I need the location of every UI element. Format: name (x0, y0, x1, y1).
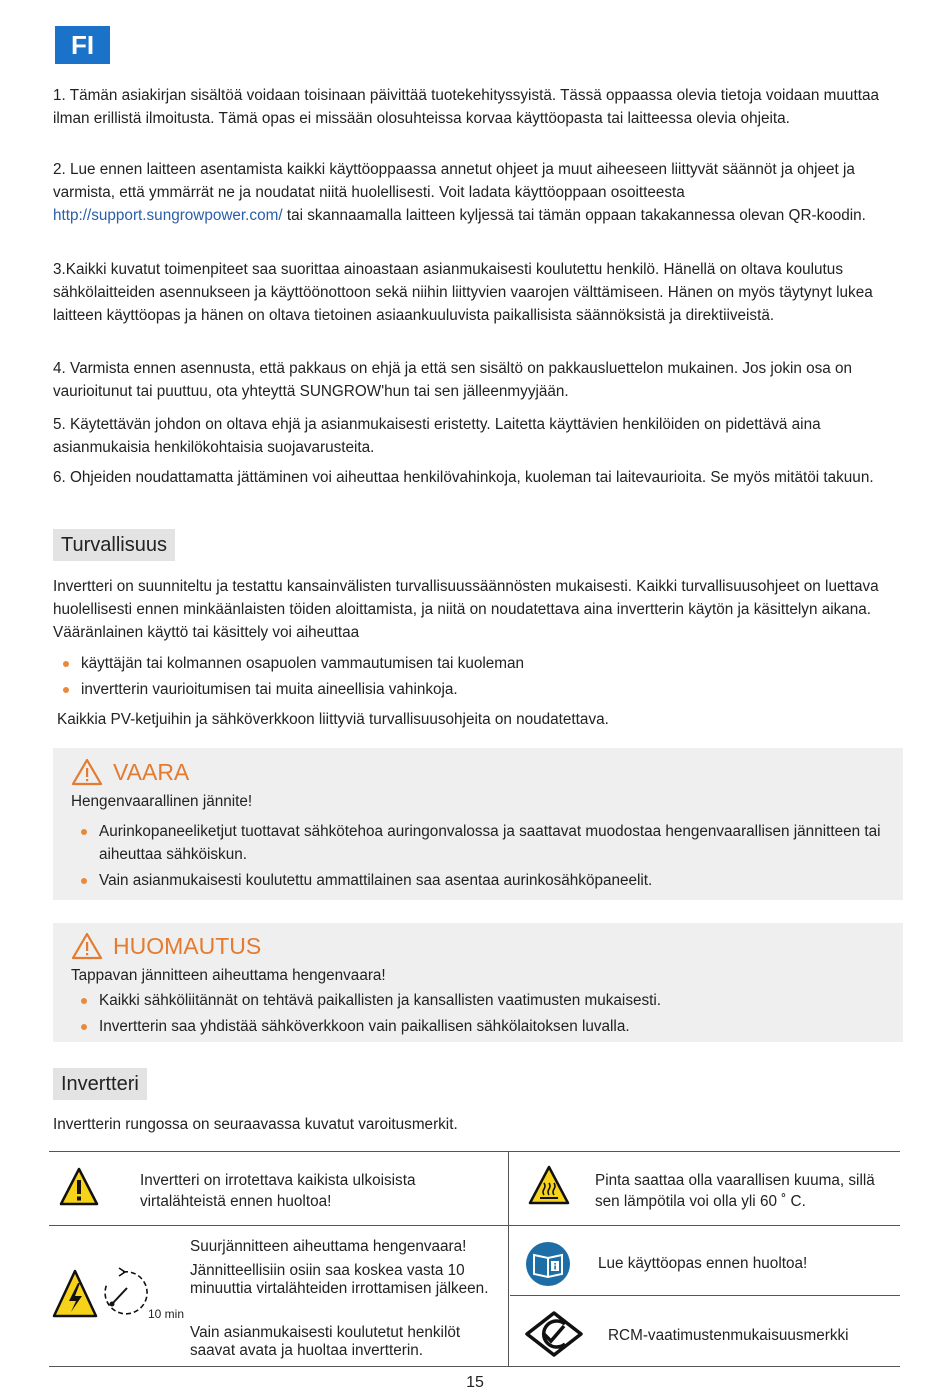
intro-paragraph-2: 2. Lue ennen laitteen asentamista kaikki käyttöoppaassa annetut ohjeet ja muut aiheeseen liittyvät säännöt ja ohjeet ja varmista, että ymmärrät ne ja noudatat niitä huolellisesti. Voit ladata käyttöoppaan osoitteesta http://support.sungrowpower.com/ tai skannaamalla laitteen kyljessä tai tämän oppaan takakannessa olevan QR-koodin. (53, 161, 866, 224)
danger-bullet-list (71, 820, 891, 895)
table-cell: Pinta saattaa olla vaarallisen kuuma, sillä sen lämpötila voi olla yli 60 ˚ C. (595, 1172, 875, 1210)
danger-subtitle: Hengenvaarallinen jännite! (71, 793, 253, 810)
support-link[interactable]: http://support.sungrowpower.com/ (53, 207, 283, 224)
notice-title-text: HUOMAUTUS (113, 932, 262, 959)
danger-title-text: VAARA (113, 758, 190, 785)
page-number: 15 (466, 1374, 484, 1391)
table-cell: Jännitteellisiin osiin saa koskea vasta 10 minuuttia virtalähteiden irrottamisen jälkeen. (190, 1262, 489, 1297)
table-cell: Invertteri on irrotettava kaikista ulkoisista virtalähteistä ennen huoltoa! (140, 1172, 416, 1210)
table-divider (49, 1225, 900, 1226)
table-cell: Suurjännitteen aiheuttama hengenvaara! (190, 1238, 467, 1255)
notice-box (53, 923, 903, 1042)
read-manual-icon (525, 1241, 571, 1287)
intro-paragraph-6: 6. Ohjeiden noudattamatta jättäminen voi aiheuttaa henkilövahinkoja, kuoleman tai laitevaurioita. Se myös mitätöi takuun. (53, 469, 874, 486)
table-border-bottom (49, 1366, 900, 1367)
list-item: Aurinkopaneeliketjut tuottavat sähkötehoa auringonvalossa ja saattavat muodostaa hengenvaarallisen jännitteen tai aiheuttaa sähköiskun. (71, 820, 891, 866)
hot-surface-icon (527, 1164, 571, 1208)
safety-closing: Kaikkia PV-ketjuihin ja sähköverkkoon liittyviä turvallisuusohjeita on noudatettava. (57, 711, 609, 728)
list-item: käyttäjän tai kolmannen osapuolen vammautumisen tai kuoleman (53, 652, 903, 675)
warning-icon (71, 758, 103, 786)
language-badge: FI (55, 26, 110, 64)
intro-paragraph-3: 3.Kaikki kuvatut toimenpiteet saa suorittaa ainoastaan asianmukaisesti koulutettu henkilö. Hänellä on oltava koulutus sähkölaitteiden asennukseen ja käyttöönottoon sekä niihin liittyvien vaarojen välttämiseen. Hänen on myös täytynyt lukea laitteen käyttöopas ja hänen on oltava tietoinen asiaankuuluvista paikallisista säännöksistä ja direktiiveistä. (53, 261, 873, 324)
intro-paragraph-1: 1. Tämän asiakirjan sisältöä voidaan toisinaan päivittää tuotekehityssyistä. Tässä oppaassa olevia tietoja voidaan muuttaa ilman erillistä ilmoitusta. Tämä opas ei missään olosuhteissa korvaa käyttöopasta tai laitteessa olevia ohjeita. (53, 87, 879, 127)
safety-bullet-list (53, 652, 903, 704)
table-cell: RCM-vaatimustenmukaisuusmerkki (608, 1327, 849, 1344)
intro-paragraph-5: 5. Käytettävän johdon on oltava ehjä ja asianmukaisesti eristetty. Laitetta käyttävien henkilöiden on pidettävä aina asianmukaisia henkilökohtaisia suojavarusteita. (53, 416, 821, 456)
danger-box (53, 748, 903, 900)
danger-title (71, 758, 189, 786)
safety-intro: Invertteri on suunniteltu ja testattu kansainvälisten turvallisuussäännösten mukaisesti. Kaikki turvallisuusohjeet on luettava huolellisesti ennen minkäänlaisten töiden aloittamista, ja niitä on noudatettava aina invertterin käytön ja käsittelyn aikana. Vääränlainen käyttö tai käsittely voi aiheuttaa (53, 578, 879, 641)
inverter-heading: Invertteri (53, 1068, 147, 1100)
list-item: Invertterin saa yhdistää sähköverkkoon vain paikallisen sähkölaitoksen luvalla. (71, 1015, 891, 1038)
notice-subtitle: Tappavan jännitteen aiheuttama hengenvaara! (71, 967, 386, 984)
table-divider (510, 1295, 900, 1296)
inverter-intro: Invertterin rungossa on seuraavassa kuvatut varoitusmerkit. (53, 1116, 458, 1133)
timer-icon (101, 1266, 151, 1324)
list-item: Vain asianmukaisesti koulutettu ammattilainen saa asentaa aurinkosähköpaneelit. (71, 869, 891, 892)
list-item: Kaikki sähköliitännät on tehtävä paikallisten ja kansallisten vaatimusten mukaisesti. (71, 989, 891, 1012)
high-voltage-icon (51, 1268, 99, 1320)
timer-label: 10 min (148, 1307, 185, 1321)
list-item: invertterin vaurioitumisen tai muita aineellisia vahinkoja. (53, 678, 903, 701)
table-column-divider (508, 1151, 509, 1366)
safety-heading: Turvallisuus (53, 529, 175, 561)
notice-bullet-list (71, 989, 891, 1041)
table-cell: Lue käyttöopas ennen huoltoa! (598, 1255, 808, 1272)
intro-paragraph-4: 4. Varmista ennen asennusta, että pakkaus on ehjä ja että sen sisältö on pakkausluettelon mukainen. Jos jokin osa on vaurioitunut tai puuttuu, ota yhteyttä SUNGROW'hun tai sen jälleenmyyjään. (53, 360, 853, 400)
notice-title (71, 932, 261, 960)
table-border-top (49, 1151, 900, 1152)
general-warning-icon (58, 1166, 100, 1208)
warning-icon (71, 932, 103, 960)
rcm-mark-icon (524, 1311, 584, 1357)
table-cell: Vain asianmukaisesti koulutetut henkilöt saavat avata ja huoltaa invertterin. (190, 1324, 461, 1359)
